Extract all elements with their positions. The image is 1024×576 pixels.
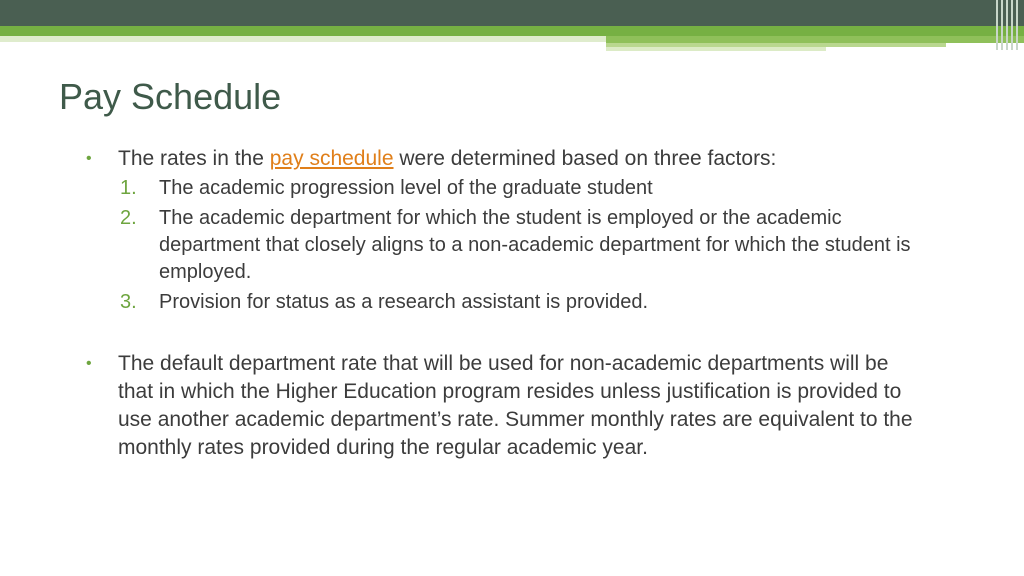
bullet-text-prefix: The rates in the [118,147,270,170]
list-item-text: The academic progression level of the graduate student [159,177,653,199]
bullet-text: The default department rate that will be used for non-academic departments will be that in which the Higher Education program resides unless justification is provided to use another academic department’s rate. Summer monthly rates are equivalent to the monthly rates provided during the regular academic year. [118,352,913,459]
header-green-band [0,26,1024,36]
slide-title: Pay Schedule [59,76,282,117]
header-stripe [1001,0,1003,50]
list-item-text: The academic department for which the student is employed or the academic department that closely aligns to a non-academic department for which the student is employed. [159,207,911,283]
header-stripe [1016,0,1018,50]
header-stripe [996,0,998,50]
bullet-item [86,145,926,173]
pay-schedule-link[interactable]: pay schedule [269,147,394,170]
list-number: 1. [120,177,137,199]
list-item-text: Provision for status as a research assistant is provided. [159,291,649,313]
list-number: 2. [120,207,137,229]
header-light-band [0,36,606,42]
header-right-band-faint [606,47,826,51]
list-number: 3. [120,291,137,313]
slide-body [86,145,926,462]
list-item [86,205,926,286]
numbered-list [86,175,926,316]
header-dark-bar [0,0,1024,26]
list-item [86,175,926,202]
bullet-icon: • [86,150,92,167]
bullet-icon: • [86,355,92,372]
header-stripe [1011,0,1013,50]
list-item [86,289,926,316]
header-stripe [1006,0,1008,50]
bullet-text-suffix: were determined based on three factors: [393,147,777,170]
bullet-item [86,350,926,462]
header-right-band [606,36,1024,43]
